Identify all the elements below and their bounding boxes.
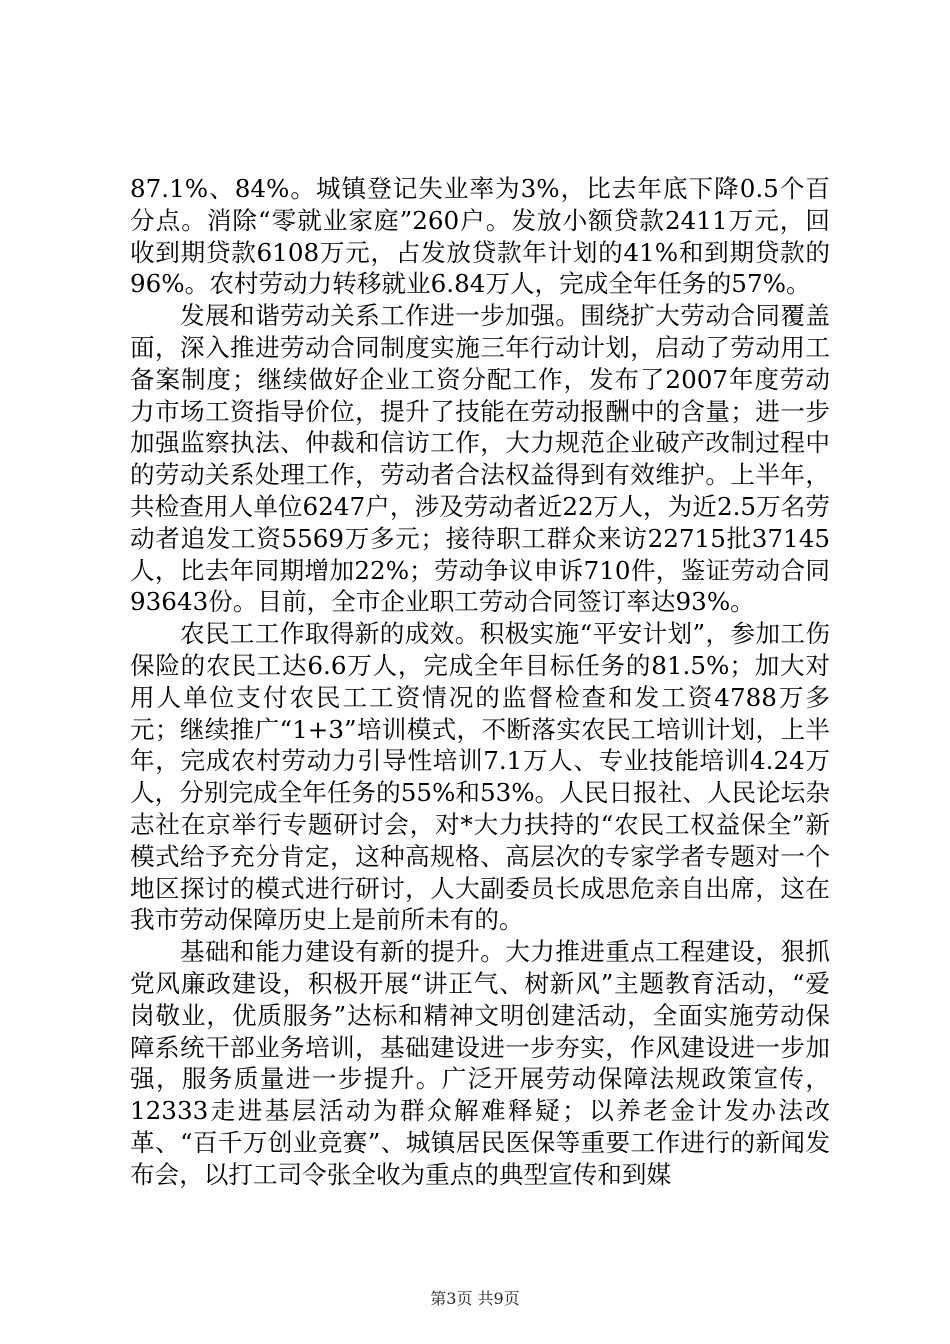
- paragraph-labor-relations: 发展和谐劳动关系工作进一步加强。围绕扩大劳动合同覆盖面，深入推进劳动合同制度实施三年行动计划，启动了劳动用工备案制度；继续做好企业工资分配工作，发布了2007年度劳动力市场工资指导价位，提升了技能在劳动报酬中的含量；进一步加强监察执法、仲裁和信访工作，大力规范企业破产改制过程中的劳动关系处理工作，劳动者合法权益得到有效维护。上半年，共检查用人单位6247户，涉及劳动者近22万人，为近2.5万名劳动者追发工资5569万多元；接待职工群众来访22715批37145人，比去年同期增加22%；劳动争议申诉710件，鉴证劳动合同93643份。目前，全市企业职工劳动合同签订率达93%。: [130, 301, 830, 617]
- paragraph-employment-stats: 87.1%、84%。城镇登记失业率为3%，比去年底下降0.5个百分点。消除“零就业家庭”260户。发放小额贷款2411万元，回收到期贷款6108万元，占发放贷款年计划的41%和到期贷款的96%。农村劳动力转移就业6.84万人，完成全年任务的57%。: [130, 174, 830, 299]
- paragraph-migrant-workers: 农民工工作取得新的成效。积极实施“平安计划”，参加工伤保险的农民工达6.6万人，完成全年目标任务的81.5%；加大对用人单位支付农民工工资情况的监督检查和发工资4788万多元；继续推广“1+3”培训模式，不断落实农民工培训计划，上半年，完成农村劳动力引导性培训7.1万人、专业技能培训4.24万人，分别完成全年任务的55%和53%。人民日报社、人民论坛杂志社在京举行专题研讨会，对*大力扶持的“农民工权益保全”新模式给予充分肯定，这种高规格、高层次的专家学者专题对一个地区探讨的模式进行研讨，人大副委员长成思危亲自出席，这在我市劳动保障历史上是前所未有的。: [130, 619, 830, 935]
- body-text: [130, 173, 830, 1191]
- page-number-footer: 第3页 共9页: [430, 1289, 520, 1308]
- paragraph-capacity-building: 基础和能力建设有新的提升。大力推进重点工程建设，狠抓党风廉政建设，积极开展“讲正气、树新风”主题教育活动，“爱岗敬业，优质服务”达标和精神文明创建活动，全面实施劳动保障系统干部业务培训，基础建设进一步夯实，作风建设进一步加强，服务质量进一步提升。广泛开展劳动保障法规政策宣传，12333走进基层活动为群众解难释疑；以养老金计发办法改革、“百千万创业竞赛”、城镇居民医保等重要工作进行的新闻发布会，以打工司令张全收为重点的典型宣传和到媒: [130, 937, 830, 1189]
